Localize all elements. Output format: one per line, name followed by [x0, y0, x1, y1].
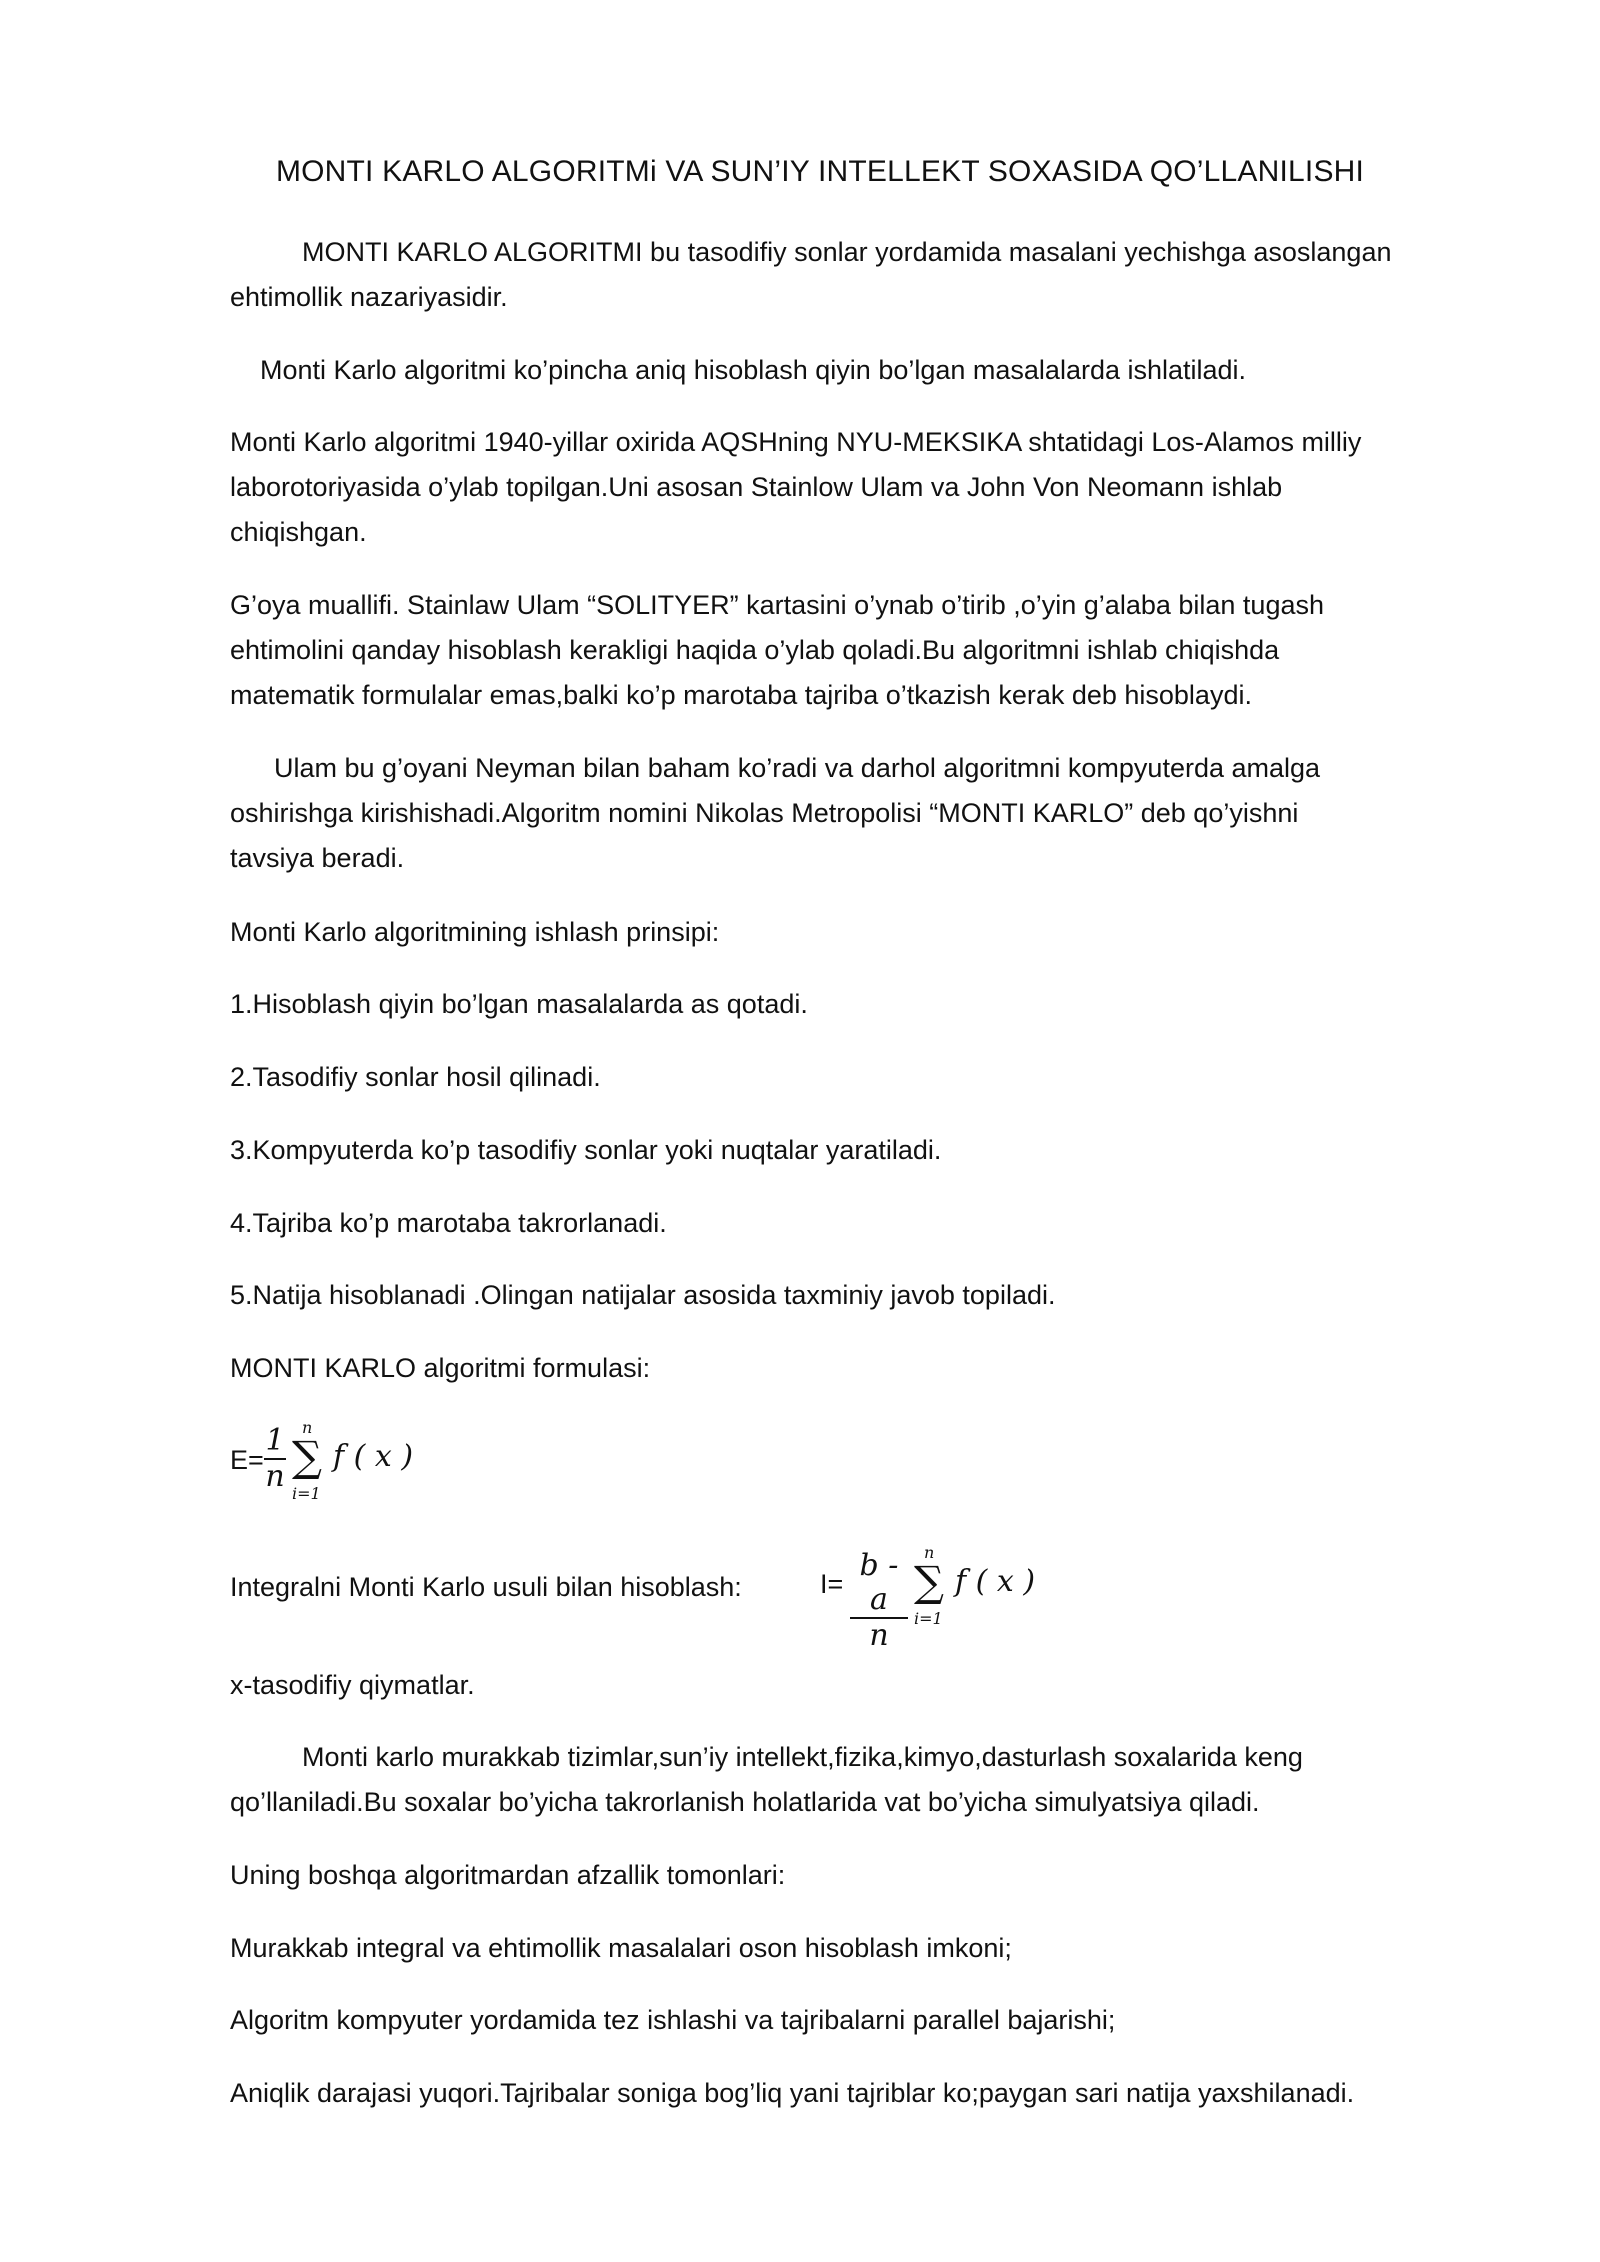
formula-lhs: E=	[230, 1445, 264, 1475]
paragraph-line: oshirishga kirishishadi.Algoritm nomini Nikolas Metropolisi “MONTI KARLO” deb qo’yishni	[230, 798, 1299, 828]
random-values-note	[230, 1663, 1490, 1708]
formula-denominator: n	[265, 1459, 285, 1494]
paragraph-line: Ulam bu g’oyani Neyman bilan baham ko’radi va darhol algoritmni kompyuterda amalga	[274, 753, 1321, 783]
principle-heading	[230, 910, 1490, 955]
formula-term: f ( x )	[333, 1439, 414, 1474]
principle-item-2	[230, 1055, 1490, 1100]
principle-item-4	[230, 1201, 1490, 1246]
document-title: MONTI KARLO ALGORITMi VA SUN’IY INTELLEKT SOXASIDA QO’LLANILISHI	[275, 155, 1365, 188]
paragraph-line: MONTI KARLO ALGORITMI bu tasodifiy sonlar yordamida masalani yechishga asoslangan	[302, 237, 1392, 267]
advantage-item-3	[230, 2071, 1490, 2116]
paragraph-line: Uning boshqa algoritmardan afzallik tomonlari:	[230, 1860, 786, 1890]
paragraph-line: laborotoriyasida o’ylab topilgan.Uni asosan Stainlow Ulam va John Von Neomann ishlab	[230, 472, 1283, 502]
paragraph-line: ehtimollik nazariyasidir.	[230, 282, 508, 312]
paragraph-line: tavsiya beradi.	[230, 843, 405, 873]
advantage-item-1	[230, 1926, 1490, 1971]
paragraph-line: 2.Tasodifiy sonlar hosil qilinadi.	[230, 1062, 601, 1092]
formula-denominator: n	[869, 1618, 889, 1653]
principle-item-5	[230, 1273, 1490, 1318]
paragraph-line: Aniqlik darajasi yuqori.Tajribalar soniga bog’liq yani tajriblar ko;paygan sari natija yaxshilanadi.	[230, 2078, 1355, 2108]
principle-item-3	[230, 1128, 1490, 1173]
paragraph-line: 5.Natija hisoblanadi .Olingan natijalar asosida taxminiy javob topiladi.	[230, 1280, 1056, 1310]
paragraph-definition	[230, 230, 1490, 320]
paragraph-line: Integralni Monti Karlo usuli bilan hisoblash:	[230, 1572, 742, 1602]
paragraph-applications	[230, 1735, 1490, 1825]
formula-integral	[820, 1543, 1070, 1653]
sum-upper-limit: n	[924, 1543, 935, 1562]
paragraph-line: 1.Hisoblash qiyin bo’lgan masalalarda as qotadi.	[230, 989, 808, 1019]
paragraph-line: Algoritm kompyuter yordamida tez ishlashi va tajribalarni parallel bajarishi;	[230, 2005, 1116, 2035]
formula-term: f ( x )	[955, 1564, 1036, 1599]
formula-lhs: I=	[820, 1569, 844, 1599]
paragraph-line: matematik formulalar emas,balki ko’p marotaba tajriba o’tkazish kerak deb hisoblaydi.	[230, 680, 1252, 710]
formula-fraction	[850, 1549, 908, 1653]
paragraph-history	[230, 420, 1490, 555]
formula-expectation	[230, 1420, 430, 1510]
formula-heading	[230, 1346, 1490, 1391]
sigma-symbol: ∑	[292, 1432, 322, 1481]
sigma-symbol: ∑	[914, 1557, 944, 1606]
paragraph-line: qo’llaniladi.Bu soxalar bo’yicha takrorlanish holatlarida vat bo’yicha simulyatsiya qiladi.	[230, 1787, 1260, 1817]
paragraph-naming	[230, 746, 1490, 881]
paragraph-line: chiqishgan.	[230, 517, 367, 547]
paragraph-line: Monti karlo murakkab tizimlar,sun’iy intellekt,fizika,kimyo,dasturlash soxalarida keng	[302, 1742, 1303, 1772]
paragraph-line: Monti Karlo algoritmining ishlash prinsipi:	[230, 917, 720, 947]
paragraph-line: Monti Karlo algoritmi 1940-yillar oxirida AQSHning NYU-MEKSIKA shtatidagi Los-Alamos milliy	[230, 427, 1362, 457]
formula-fraction	[264, 1424, 286, 1494]
paragraph-line: ehtimolini qanday hisoblash kerakligi haqida o’ylab qoladi.Bu algoritmni ishlab chiqishda	[230, 635, 1280, 665]
paragraph-line: x-tasodifiy qiymatlar.	[230, 1670, 475, 1700]
principle-item-1	[230, 982, 1490, 1027]
sum-lower-limit: i=1	[292, 1484, 321, 1503]
paragraph-line: G’oya muallifi. Stainlaw Ulam “SOLITYER” kartasini o’ynab o’tirib ,o’yin g’alaba bilan tugash	[230, 590, 1324, 620]
paragraph-line: 4.Tajriba ko’p marotaba takrorlanadi.	[230, 1208, 667, 1238]
sum-upper-limit: n	[302, 1418, 313, 1437]
paragraph-usage	[230, 348, 1490, 393]
paragraph-idea-author	[230, 583, 1490, 718]
advantages-heading	[230, 1853, 1490, 1898]
advantage-item-2	[230, 1998, 1490, 2043]
formula-numerator: 1	[265, 1423, 285, 1458]
paragraph-line: Monti Karlo algoritmi ko’pincha aniq hisoblash qiyin bo’lgan masalalarda ishlatiladi.	[260, 355, 1247, 385]
paragraph-line: Murakkab integral va ehtimollik masalalari oson hisoblash imkoni;	[230, 1933, 1012, 1963]
paragraph-line: 3.Kompyuterda ko’p tasodifiy sonlar yoki nuqtalar yaratiladi.	[230, 1135, 942, 1165]
paragraph-line: MONTI KARLO algoritmi formulasi:	[230, 1353, 651, 1383]
formula-numerator: b - a	[859, 1548, 899, 1617]
sum-lower-limit: i=1	[914, 1609, 943, 1628]
